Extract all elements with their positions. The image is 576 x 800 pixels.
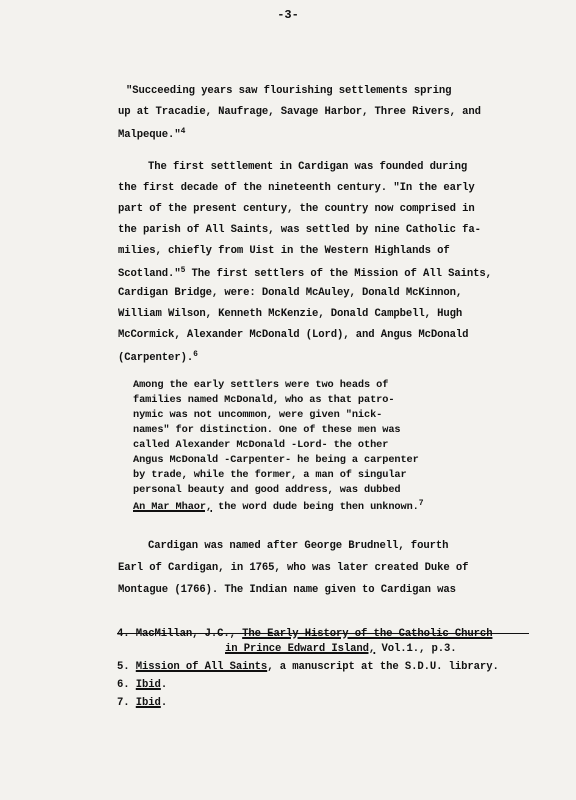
quote-line: nymic was not uncommon, were given "nick- xyxy=(133,409,383,421)
text-line: Montague (1766). The Indian name given to Cardigan was xyxy=(118,584,456,596)
text-line: Scotland."$^5$ The first settlers of the Mission of All Saints, xyxy=(118,266,492,280)
footnote-ref: 4 xyxy=(180,127,186,136)
text-line: the first decade of the nineteenth century. "In the early xyxy=(118,182,475,194)
text-line: The first settlement in Cardigan was founded during xyxy=(148,161,468,173)
text-line: part of the present century, the country now comprised in xyxy=(118,203,475,215)
gaelic-nickname: An Mar Mhaor, xyxy=(133,501,213,513)
text-line: McCormick, Alexander McDonald (Lord), and Angus McDonald xyxy=(118,329,469,341)
footnote-5: 5. Mission of All Saints, a manuscript at the S.D.U. library. xyxy=(117,661,499,673)
text-line: (Carpenter).$^6$ xyxy=(118,350,198,364)
text-line: milies, chiefly from Uist in the Western Highlands of xyxy=(118,245,450,257)
quote-line: personal beauty and good address, was dubbed xyxy=(133,484,401,496)
footnote-6: 6. Ibid. xyxy=(117,679,168,691)
footnote-7: 7. Ibid. xyxy=(117,697,168,709)
quote-line: called Alexander McDonald -Lord- the other xyxy=(133,439,389,451)
quote-line: by trade, while the former, a man of singular xyxy=(133,469,407,481)
quote-line: An Mar Mhaor, the word dude being then unknown.$^7$ xyxy=(133,499,424,513)
footnote-4-cont: in Prince Edward Island, Vol.1., p.3. xyxy=(225,643,457,655)
footnote-4: 4. MacMillan, J.C., The Early History of the Catholic Church xyxy=(117,628,493,640)
quote-line: Among the early settlers were two heads of xyxy=(133,379,389,391)
footnote-ref: 7 xyxy=(418,499,424,508)
text-line: Earl of Cardigan, in 1765, who was later created Duke of xyxy=(118,562,469,574)
text-line: up at Tracadie, Naufrage, Savage Harbor, Three Rivers, and xyxy=(118,106,481,118)
text-line: "Succeeding years saw flourishing settlements spring xyxy=(126,85,452,97)
footnote-ref: 5 xyxy=(180,266,186,275)
text-line: William Wilson, Kenneth McKenzie, Donald Campbell, Hugh xyxy=(118,308,463,320)
footnote-ref: 6 xyxy=(193,350,198,359)
text-line: Cardigan Bridge, were: Donald McAuley, Donald McKinnon, xyxy=(118,287,463,299)
quote-line: families named McDonald, who as that patro- xyxy=(133,394,395,406)
text-line: Malpeque."$^4$ xyxy=(118,127,186,141)
page-number: -3- xyxy=(277,8,299,22)
quote-line: Angus McDonald -Carpenter- he being a carpenter xyxy=(133,454,419,466)
text-line: the parish of All Saints, was settled by nine Catholic fa- xyxy=(118,224,481,236)
quote-line: names" for distinction. One of these men was xyxy=(133,424,401,436)
text-line: Cardigan was named after George Brudnell, fourth xyxy=(148,540,449,552)
